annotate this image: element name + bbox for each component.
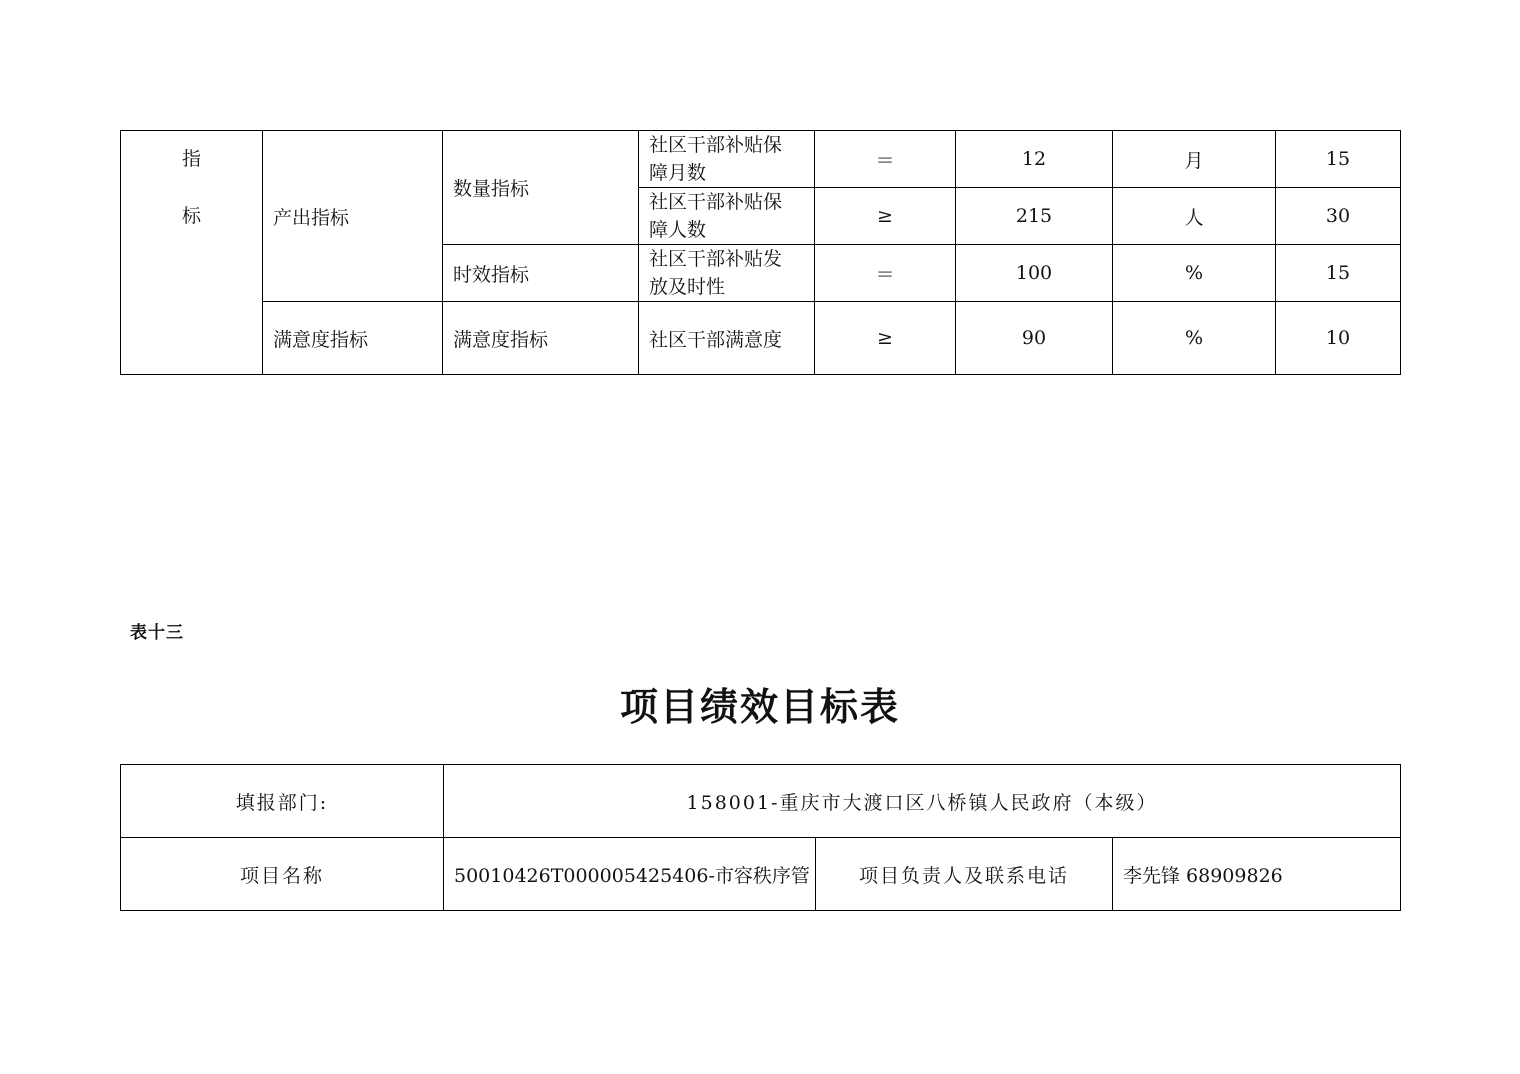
weight-cell: 30 [1276, 188, 1401, 245]
indicator-name-cell [639, 245, 815, 302]
indicator-name-line: 社区干部补贴保 [649, 191, 783, 213]
unit-cell: 月 [1113, 131, 1276, 188]
project-name-label: 项目名称 [121, 838, 444, 911]
level3-cell: 满意度指标 [443, 302, 639, 375]
weight-cell: 10 [1276, 302, 1401, 375]
dept-label: 填报部门: [121, 765, 444, 838]
manager-label: 项目负责人及联系电话 [816, 838, 1113, 911]
manager-value: 李先锋 68909826 [1113, 838, 1401, 911]
operator-cell: ＝ [815, 245, 956, 302]
value-cell: 215 [956, 188, 1113, 245]
level3-cell: 数量指标 [443, 131, 639, 245]
indicator-name-line: 障人数 [649, 219, 707, 241]
level1-char: 指 [181, 148, 201, 170]
table-caption: 表十三 [130, 623, 184, 643]
form-title: 项目绩效目标表 [619, 684, 900, 729]
unit-cell: % [1113, 245, 1276, 302]
level3-cell: 时效指标 [443, 245, 639, 302]
project-info-table [120, 764, 1401, 911]
weight-cell: 15 [1276, 245, 1401, 302]
indicator-name-cell [639, 188, 815, 245]
operator-cell: ≥ [815, 188, 956, 245]
value-cell: 12 [956, 131, 1113, 188]
indicator-name-line: 社区干部补贴发 [649, 248, 783, 270]
level1-char: 标 [181, 205, 201, 227]
value-cell: 100 [956, 245, 1113, 302]
operator-cell: ＝ [815, 131, 956, 188]
level2-cell: 产出指标 [263, 131, 443, 302]
project-name-value: 50010426T000005425406-市容秩序管 [444, 838, 816, 911]
unit-cell: 人 [1113, 188, 1276, 245]
indicator-name-cell [639, 131, 815, 188]
weight-cell: 15 [1276, 131, 1401, 188]
level2-cell: 满意度指标 [263, 302, 443, 375]
unit-cell: % [1113, 302, 1276, 375]
dept-value: 158001-重庆市大渡口区八桥镇人民政府（本级） [444, 765, 1401, 838]
indicator-table [120, 130, 1401, 375]
indicator-name-line: 障月数 [649, 162, 707, 184]
operator-cell: ≥ [815, 302, 956, 375]
indicator-name-line: 社区干部补贴保 [649, 134, 783, 156]
indicator-name-cell: 社区干部满意度 [639, 302, 815, 375]
level1-cell [121, 131, 263, 375]
value-cell: 90 [956, 302, 1113, 375]
indicator-name-line: 放及时性 [649, 276, 726, 298]
